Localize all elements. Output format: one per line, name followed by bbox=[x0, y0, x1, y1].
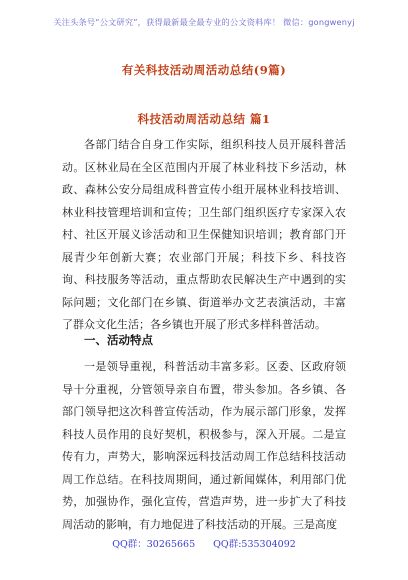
paragraph-1-text: 各部门结合自身工作实际，组织科技人员开展科普活动。区林业局在全区范围内开展了林业科技下乡活动，林政、森林公安分局组成科普宣传小组开展林业科技培训、林业科技管理培训和宣传；卫生部门组织医疗专家深入农村、社区开展义诊活动和卫生保健知识培训；教育部门开展青少年创新大赛；农业部门开展；科技下乡、科技咨询、科技服务等活动，重点帮助农民解决生产中遇到的实际问题；文化部门在乡镇、街道举办文艺表演活动，丰富了群众文化生活；各乡镇也开展了形式多样科普活动。 bbox=[62, 138, 346, 331]
footer bbox=[0, 536, 408, 550]
paragraph-2 bbox=[62, 356, 346, 536]
document-title: 有关科技活动周活动总结(9篇) bbox=[121, 63, 287, 77]
section-heading-activity-features: 一、活动特点 bbox=[84, 333, 153, 347]
footer-qq-group-1: QQ群：30265665 bbox=[112, 539, 196, 550]
section-title: 科技活动周活动总结 篇1 bbox=[137, 112, 271, 126]
footer-qq-group-2: QQ群:535304092 bbox=[213, 539, 296, 550]
header-banner: 关注头条号“公文研究”，获得最新最全最专业的公文资料库！ 微信：gongwenyj bbox=[53, 17, 355, 27]
paragraph-1 bbox=[62, 134, 346, 337]
paragraph-2-text: 一是领导重视，科普活动丰富多彩。区委、区政府领导十分重视，分管领导亲自布置，带头参加。各乡镇、各部门领导把这次科普宣传活动，作为展示部门形象，发挥科技人员作用的良好契机，积极参与，深入开展。二是宣传有力，声势大，影响深远科技活动周工作总结科技活动周工作总结。在科技周期间，通过新闻媒体，利用部门优势，加强协作，强化宣传，营造声势，进一步扩大了科技周活动的影响，有力地促进了科技活动的开展。三是高度 bbox=[62, 360, 346, 531]
